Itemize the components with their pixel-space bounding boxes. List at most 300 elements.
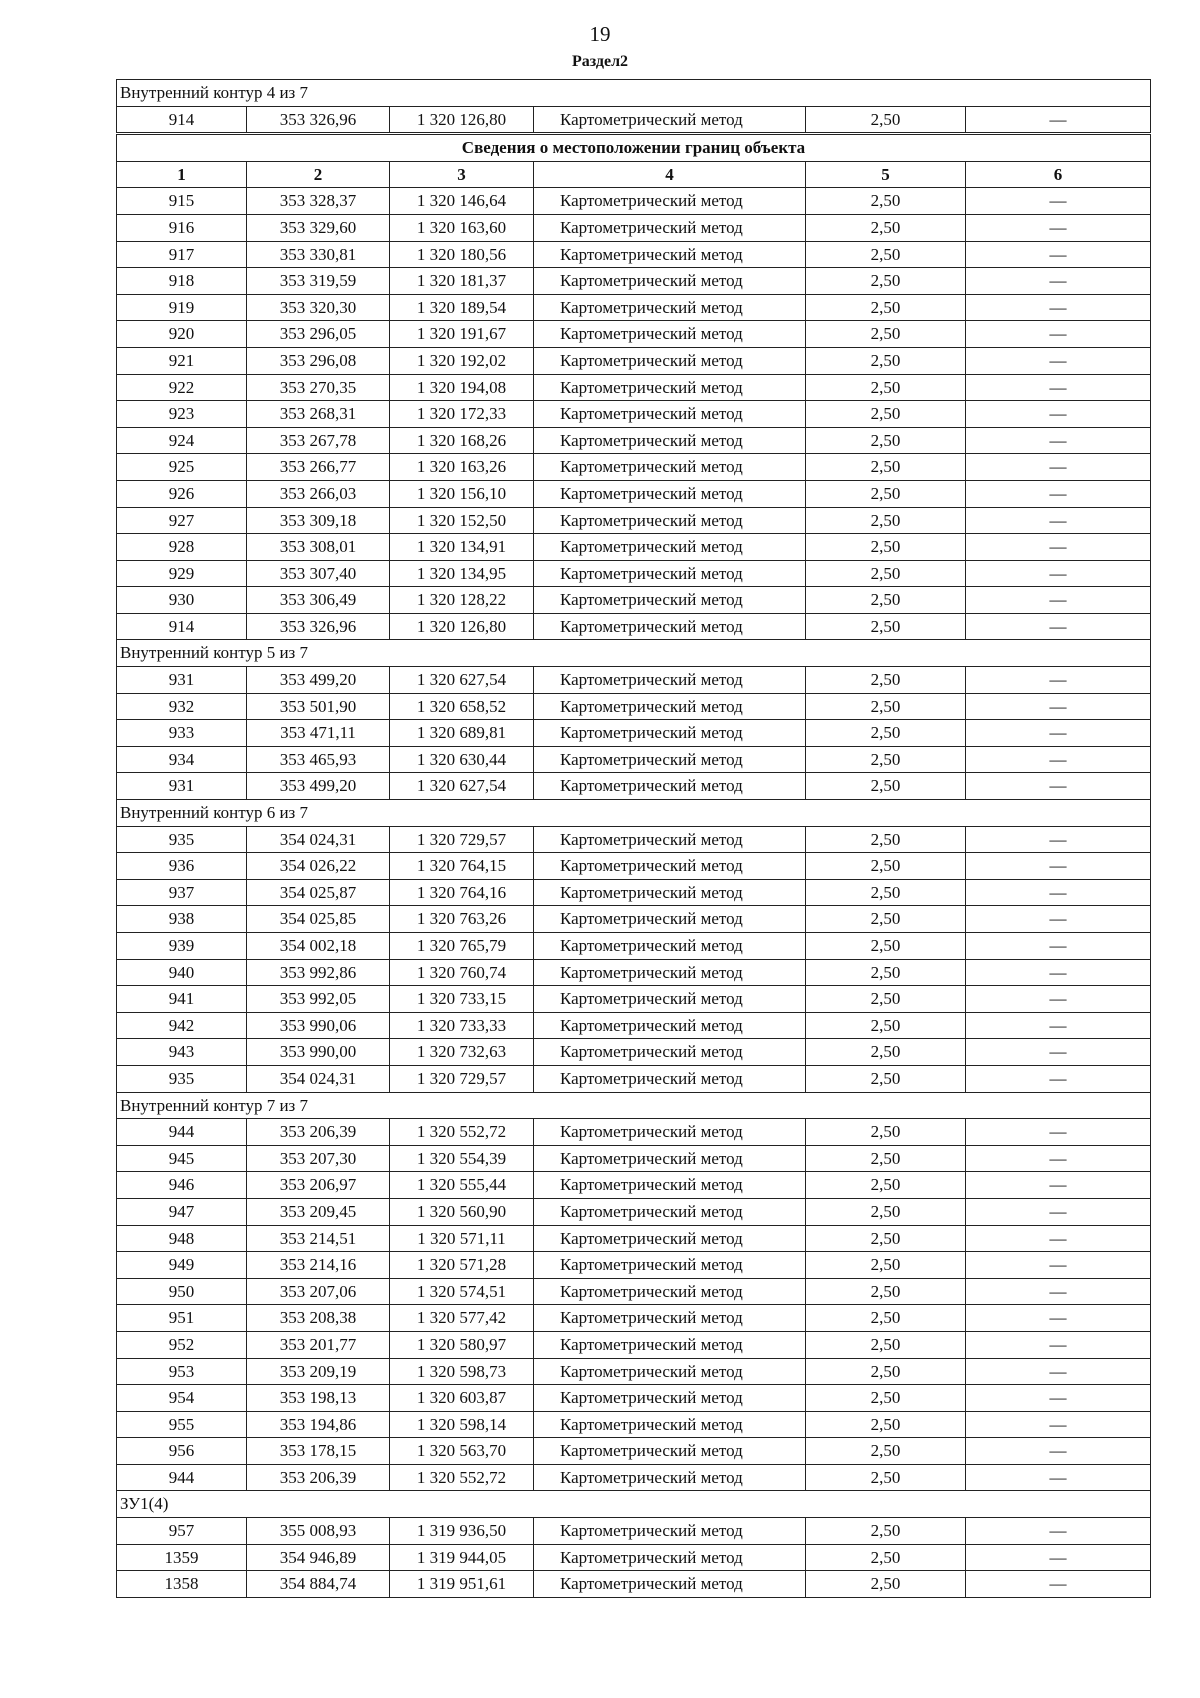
point-number-cell: 914 (117, 613, 247, 640)
accuracy-cell: 2,50 (806, 1438, 966, 1465)
method-cell: Картометрический метод (534, 454, 806, 481)
point-number-cell: 957 (117, 1518, 247, 1545)
accuracy-cell: 2,50 (806, 986, 966, 1013)
y-coordinate-cell: 1 320 560,90 (390, 1198, 534, 1225)
contour-label: Внутренний контур 4 из 7 (117, 80, 1151, 107)
accuracy-cell: 2,50 (806, 906, 966, 933)
description-cell: — (966, 1518, 1151, 1545)
method-cell: Картометрический метод (534, 480, 806, 507)
table-row (117, 986, 1151, 1013)
y-coordinate-cell: 1 320 574,51 (390, 1278, 534, 1305)
method-cell: Картометрический метод (534, 374, 806, 401)
table-row (117, 1065, 1151, 1092)
accuracy-cell: 2,50 (806, 321, 966, 348)
point-number-cell: 931 (117, 773, 247, 800)
y-coordinate-cell: 1 320 146,64 (390, 188, 534, 215)
method-cell: Картометрический метод (534, 507, 806, 534)
y-coordinate-cell: 1 319 951,61 (390, 1571, 534, 1598)
description-cell: — (966, 507, 1151, 534)
x-coordinate-cell: 353 465,93 (247, 746, 390, 773)
accuracy-cell: 2,50 (806, 1305, 966, 1332)
point-number-cell: 923 (117, 401, 247, 428)
point-number-cell: 938 (117, 906, 247, 933)
point-number-cell: 953 (117, 1358, 247, 1385)
x-coordinate-cell: 353 194,86 (247, 1411, 390, 1438)
table-row (117, 667, 1151, 694)
y-coordinate-cell: 1 320 577,42 (390, 1305, 534, 1332)
method-cell: Картометрический метод (534, 1358, 806, 1385)
y-coordinate-cell: 1 320 168,26 (390, 427, 534, 454)
description-cell: — (966, 1119, 1151, 1146)
accuracy-cell: 2,50 (806, 693, 966, 720)
method-cell: Картометрический метод (534, 321, 806, 348)
method-cell: Картометрический метод (534, 1278, 806, 1305)
point-number-cell: 956 (117, 1438, 247, 1465)
point-number-cell: 945 (117, 1145, 247, 1172)
x-coordinate-cell: 353 214,16 (247, 1252, 390, 1279)
x-coordinate-cell: 353 499,20 (247, 667, 390, 694)
accuracy-cell: 2,50 (806, 1464, 966, 1491)
method-cell: Картометрический метод (534, 1252, 806, 1279)
x-coordinate-cell: 353 201,77 (247, 1331, 390, 1358)
y-coordinate-cell: 1 320 733,15 (390, 986, 534, 1013)
description-cell: — (966, 853, 1151, 880)
method-cell: Картометрический метод (534, 693, 806, 720)
description-cell: — (966, 1198, 1151, 1225)
accuracy-cell: 2,50 (806, 1278, 966, 1305)
method-cell: Картометрический метод (534, 427, 806, 454)
point-number-cell: 951 (117, 1305, 247, 1332)
accuracy-cell: 2,50 (806, 1571, 966, 1598)
point-number-cell: 925 (117, 454, 247, 481)
point-number-cell: 922 (117, 374, 247, 401)
description-cell: — (966, 1544, 1151, 1571)
method-cell: Картометрический метод (534, 1518, 806, 1545)
accuracy-cell: 2,50 (806, 106, 966, 134)
table-row (117, 321, 1151, 348)
x-coordinate-cell: 353 308,01 (247, 534, 390, 561)
contour-label: Внутренний контур 7 из 7 (117, 1092, 1151, 1119)
accuracy-cell: 2,50 (806, 1225, 966, 1252)
method-cell: Картометрический метод (534, 347, 806, 374)
x-coordinate-cell: 353 471,11 (247, 720, 390, 747)
method-cell: Картометрический метод (534, 294, 806, 321)
table-row (117, 613, 1151, 640)
x-coordinate-cell: 353 320,30 (247, 294, 390, 321)
method-cell: Картометрический метод (534, 534, 806, 561)
table-row (117, 1438, 1151, 1465)
method-cell: Картометрический метод (534, 587, 806, 614)
description-cell: — (966, 933, 1151, 960)
x-coordinate-cell: 354 025,85 (247, 906, 390, 933)
column-number-cell: 1 (117, 161, 247, 188)
accuracy-cell: 2,50 (806, 1358, 966, 1385)
accuracy-cell: 2,50 (806, 720, 966, 747)
table-row (117, 879, 1151, 906)
point-number-cell: 919 (117, 294, 247, 321)
column-number-cell: 6 (966, 161, 1151, 188)
table-row (117, 1198, 1151, 1225)
x-coordinate-cell: 353 499,20 (247, 773, 390, 800)
y-coordinate-cell: 1 320 152,50 (390, 507, 534, 534)
x-coordinate-cell: 353 992,05 (247, 986, 390, 1013)
accuracy-cell: 2,50 (806, 1385, 966, 1412)
accuracy-cell: 2,50 (806, 480, 966, 507)
accuracy-cell: 2,50 (806, 853, 966, 880)
table-row (117, 826, 1151, 853)
x-coordinate-cell: 353 992,86 (247, 959, 390, 986)
table-row (117, 188, 1151, 215)
table-row (117, 507, 1151, 534)
contour-label-row (117, 1491, 1151, 1518)
accuracy-cell: 2,50 (806, 1119, 966, 1146)
y-coordinate-cell: 1 320 571,28 (390, 1252, 534, 1279)
table-row (117, 1305, 1151, 1332)
column-number-cell: 4 (534, 161, 806, 188)
y-coordinate-cell: 1 320 194,08 (390, 374, 534, 401)
accuracy-cell: 2,50 (806, 454, 966, 481)
x-coordinate-cell: 353 990,06 (247, 1012, 390, 1039)
description-cell: — (966, 321, 1151, 348)
method-cell: Картометрический метод (534, 1039, 806, 1066)
accuracy-cell: 2,50 (806, 1198, 966, 1225)
accuracy-cell: 2,50 (806, 534, 966, 561)
section-heading-row (117, 134, 1151, 162)
method-cell: Картометрический метод (534, 1198, 806, 1225)
point-number-cell: 916 (117, 214, 247, 241)
y-coordinate-cell: 1 320 598,73 (390, 1358, 534, 1385)
method-cell: Картометрический метод (534, 1145, 806, 1172)
description-cell: — (966, 1358, 1151, 1385)
method-cell: Картометрический метод (534, 773, 806, 800)
y-coordinate-cell: 1 320 181,37 (390, 268, 534, 295)
x-coordinate-cell: 353 330,81 (247, 241, 390, 268)
point-number-cell: 934 (117, 746, 247, 773)
description-cell: — (966, 1172, 1151, 1199)
x-coordinate-cell: 353 208,38 (247, 1305, 390, 1332)
method-cell: Картометрический метод (534, 1571, 806, 1598)
method-cell: Картометрический метод (534, 1331, 806, 1358)
accuracy-cell: 2,50 (806, 826, 966, 853)
description-cell: — (966, 1145, 1151, 1172)
description-cell: — (966, 693, 1151, 720)
y-coordinate-cell: 1 320 163,26 (390, 454, 534, 481)
description-cell: — (966, 959, 1151, 986)
boundary-info-heading: Сведения о местоположении границ объекта (117, 134, 1151, 162)
x-coordinate-cell: 354 884,74 (247, 1571, 390, 1598)
x-coordinate-cell: 353 209,45 (247, 1198, 390, 1225)
description-cell: — (966, 1252, 1151, 1279)
method-cell: Картометрический метод (534, 986, 806, 1013)
description-cell: — (966, 241, 1151, 268)
accuracy-cell: 2,50 (806, 933, 966, 960)
table-row (117, 560, 1151, 587)
x-coordinate-cell: 353 501,90 (247, 693, 390, 720)
description-cell: — (966, 1278, 1151, 1305)
point-number-cell: 930 (117, 587, 247, 614)
y-coordinate-cell: 1 320 729,57 (390, 1065, 534, 1092)
point-number-cell: 937 (117, 879, 247, 906)
method-cell: Картометрический метод (534, 1305, 806, 1332)
method-cell: Картометрический метод (534, 241, 806, 268)
y-coordinate-cell: 1 320 134,95 (390, 560, 534, 587)
description-cell: — (966, 1331, 1151, 1358)
accuracy-cell: 2,50 (806, 1172, 966, 1199)
method-cell: Картометрический метод (534, 613, 806, 640)
section-title: Раздел2 (571, 53, 629, 70)
point-number-cell: 954 (117, 1385, 247, 1412)
x-coordinate-cell: 355 008,93 (247, 1518, 390, 1545)
accuracy-cell: 2,50 (806, 667, 966, 694)
description-cell: — (966, 560, 1151, 587)
x-coordinate-cell: 353 326,96 (247, 613, 390, 640)
method-cell: Картометрический метод (534, 1172, 806, 1199)
point-number-cell: 933 (117, 720, 247, 747)
x-coordinate-cell: 354 024,31 (247, 1065, 390, 1092)
table-row (117, 347, 1151, 374)
method-cell: Картометрический метод (534, 1464, 806, 1491)
table-row (117, 268, 1151, 295)
point-number-cell: 943 (117, 1039, 247, 1066)
method-cell: Картометрический метод (534, 560, 806, 587)
x-coordinate-cell: 353 207,06 (247, 1278, 390, 1305)
y-coordinate-cell: 1 320 598,14 (390, 1411, 534, 1438)
accuracy-cell: 2,50 (806, 959, 966, 986)
accuracy-cell: 2,50 (806, 241, 966, 268)
table-row (117, 906, 1151, 933)
x-coordinate-cell: 353 329,60 (247, 214, 390, 241)
description-cell: — (966, 1305, 1151, 1332)
table-row (117, 933, 1151, 960)
description-cell: — (966, 347, 1151, 374)
point-number-cell: 917 (117, 241, 247, 268)
description-cell: — (966, 587, 1151, 614)
point-number-cell: 940 (117, 959, 247, 986)
column-number-cell: 2 (247, 161, 390, 188)
method-cell: Картометрический метод (534, 1119, 806, 1146)
contour-label-row (117, 1092, 1151, 1119)
table-row (117, 1544, 1151, 1571)
boundary-coordinates-table (116, 79, 1151, 1598)
x-coordinate-cell: 353 206,39 (247, 1119, 390, 1146)
description-cell: — (966, 294, 1151, 321)
description-cell: — (966, 746, 1151, 773)
description-cell: — (966, 534, 1151, 561)
y-coordinate-cell: 1 320 764,15 (390, 853, 534, 880)
point-number-cell: 1358 (117, 1571, 247, 1598)
table-row (117, 1172, 1151, 1199)
description-cell: — (966, 1039, 1151, 1066)
accuracy-cell: 2,50 (806, 1252, 966, 1279)
accuracy-cell: 2,50 (806, 1039, 966, 1066)
y-coordinate-cell: 1 320 191,67 (390, 321, 534, 348)
table-row (117, 853, 1151, 880)
description-cell: — (966, 268, 1151, 295)
table-row (117, 106, 1151, 134)
x-coordinate-cell: 353 296,05 (247, 321, 390, 348)
x-coordinate-cell: 354 026,22 (247, 853, 390, 880)
point-number-cell: 952 (117, 1331, 247, 1358)
point-number-cell: 941 (117, 986, 247, 1013)
accuracy-cell: 2,50 (806, 587, 966, 614)
description-cell: — (966, 1411, 1151, 1438)
point-number-cell: 914 (117, 106, 247, 134)
table-row (117, 1145, 1151, 1172)
accuracy-cell: 2,50 (806, 1065, 966, 1092)
table-row (117, 241, 1151, 268)
y-coordinate-cell: 1 319 936,50 (390, 1518, 534, 1545)
accuracy-cell: 2,50 (806, 188, 966, 215)
method-cell: Картометрический метод (534, 906, 806, 933)
x-coordinate-cell: 354 024,31 (247, 826, 390, 853)
method-cell: Картометрический метод (534, 188, 806, 215)
point-number-cell: 947 (117, 1198, 247, 1225)
table-row (117, 427, 1151, 454)
column-number-cell: 5 (806, 161, 966, 188)
table-row (117, 1039, 1151, 1066)
point-number-cell: 944 (117, 1119, 247, 1146)
table-body (117, 80, 1151, 1598)
table-row (117, 1278, 1151, 1305)
table-row (117, 773, 1151, 800)
accuracy-cell: 2,50 (806, 347, 966, 374)
x-coordinate-cell: 353 296,08 (247, 347, 390, 374)
x-coordinate-cell: 353 268,31 (247, 401, 390, 428)
description-cell: — (966, 720, 1151, 747)
table-row (117, 374, 1151, 401)
accuracy-cell: 2,50 (806, 507, 966, 534)
x-coordinate-cell: 353 328,37 (247, 188, 390, 215)
table-row (117, 746, 1151, 773)
description-cell: — (966, 773, 1151, 800)
point-number-cell: 915 (117, 188, 247, 215)
method-cell: Картометрический метод (534, 933, 806, 960)
description-cell: — (966, 401, 1151, 428)
table-row (117, 1331, 1151, 1358)
y-coordinate-cell: 1 320 189,54 (390, 294, 534, 321)
accuracy-cell: 2,50 (806, 1518, 966, 1545)
accuracy-cell: 2,50 (806, 427, 966, 454)
accuracy-cell: 2,50 (806, 214, 966, 241)
column-number-row (117, 161, 1151, 188)
description-cell: — (966, 427, 1151, 454)
point-number-cell: 924 (117, 427, 247, 454)
y-coordinate-cell: 1 320 760,74 (390, 959, 534, 986)
x-coordinate-cell: 353 206,39 (247, 1464, 390, 1491)
accuracy-cell: 2,50 (806, 294, 966, 321)
point-number-cell: 944 (117, 1464, 247, 1491)
table-row (117, 1385, 1151, 1412)
point-number-cell: 929 (117, 560, 247, 587)
y-coordinate-cell: 1 320 603,87 (390, 1385, 534, 1412)
table-row (117, 401, 1151, 428)
y-coordinate-cell: 1 320 192,02 (390, 347, 534, 374)
table-row (117, 1411, 1151, 1438)
accuracy-cell: 2,50 (806, 1411, 966, 1438)
table-row (117, 959, 1151, 986)
description-cell: — (966, 106, 1151, 134)
contour-label-row (117, 80, 1151, 107)
method-cell: Картометрический метод (534, 826, 806, 853)
table-row (117, 1119, 1151, 1146)
y-coordinate-cell: 1 320 630,44 (390, 746, 534, 773)
point-number-cell: 926 (117, 480, 247, 507)
y-coordinate-cell: 1 320 732,63 (390, 1039, 534, 1066)
y-coordinate-cell: 1 320 180,56 (390, 241, 534, 268)
accuracy-cell: 2,50 (806, 560, 966, 587)
method-cell: Картометрический метод (534, 1385, 806, 1412)
method-cell: Картометрический метод (534, 401, 806, 428)
point-number-cell: 936 (117, 853, 247, 880)
description-cell: — (966, 1464, 1151, 1491)
description-cell: — (966, 1065, 1151, 1092)
point-number-cell: 942 (117, 1012, 247, 1039)
y-coordinate-cell: 1 320 156,10 (390, 480, 534, 507)
contour-label: Внутренний контур 5 из 7 (117, 640, 1151, 667)
y-coordinate-cell: 1 320 128,22 (390, 587, 534, 614)
y-coordinate-cell: 1 320 733,33 (390, 1012, 534, 1039)
method-cell: Картометрический метод (534, 1438, 806, 1465)
method-cell: Картометрический метод (534, 214, 806, 241)
x-coordinate-cell: 354 946,89 (247, 1544, 390, 1571)
x-coordinate-cell: 353 309,18 (247, 507, 390, 534)
method-cell: Картометрический метод (534, 959, 806, 986)
method-cell: Картометрический метод (534, 1411, 806, 1438)
table-row (117, 294, 1151, 321)
x-coordinate-cell: 354 002,18 (247, 933, 390, 960)
point-number-cell: 939 (117, 933, 247, 960)
accuracy-cell: 2,50 (806, 613, 966, 640)
table-row (117, 1464, 1151, 1491)
y-coordinate-cell: 1 320 126,80 (390, 106, 534, 134)
method-cell: Картометрический метод (534, 1544, 806, 1571)
point-number-cell: 948 (117, 1225, 247, 1252)
contour-label-row (117, 800, 1151, 827)
page-number: 19 (589, 22, 611, 46)
point-number-cell: 955 (117, 1411, 247, 1438)
table-row (117, 1012, 1151, 1039)
point-number-cell: 950 (117, 1278, 247, 1305)
point-number-cell: 935 (117, 1065, 247, 1092)
description-cell: — (966, 826, 1151, 853)
description-cell: — (966, 1571, 1151, 1598)
contour-label: ЗУ1(4) (117, 1491, 1151, 1518)
accuracy-cell: 2,50 (806, 1544, 966, 1571)
description-cell: — (966, 374, 1151, 401)
table-row (117, 214, 1151, 241)
x-coordinate-cell: 353 214,51 (247, 1225, 390, 1252)
description-cell: — (966, 879, 1151, 906)
point-number-cell: 931 (117, 667, 247, 694)
method-cell: Картометрический метод (534, 879, 806, 906)
accuracy-cell: 2,50 (806, 746, 966, 773)
y-coordinate-cell: 1 320 763,26 (390, 906, 534, 933)
x-coordinate-cell: 353 266,03 (247, 480, 390, 507)
accuracy-cell: 2,50 (806, 374, 966, 401)
x-coordinate-cell: 353 326,96 (247, 106, 390, 134)
x-coordinate-cell: 353 266,77 (247, 454, 390, 481)
table-row (117, 1252, 1151, 1279)
method-cell: Картометрический метод (534, 853, 806, 880)
description-cell: — (966, 986, 1151, 1013)
accuracy-cell: 2,50 (806, 401, 966, 428)
description-cell: — (966, 613, 1151, 640)
table-row (117, 1518, 1151, 1545)
point-number-cell: 932 (117, 693, 247, 720)
x-coordinate-cell: 353 306,49 (247, 587, 390, 614)
x-coordinate-cell: 353 209,19 (247, 1358, 390, 1385)
y-coordinate-cell: 1 320 552,72 (390, 1119, 534, 1146)
